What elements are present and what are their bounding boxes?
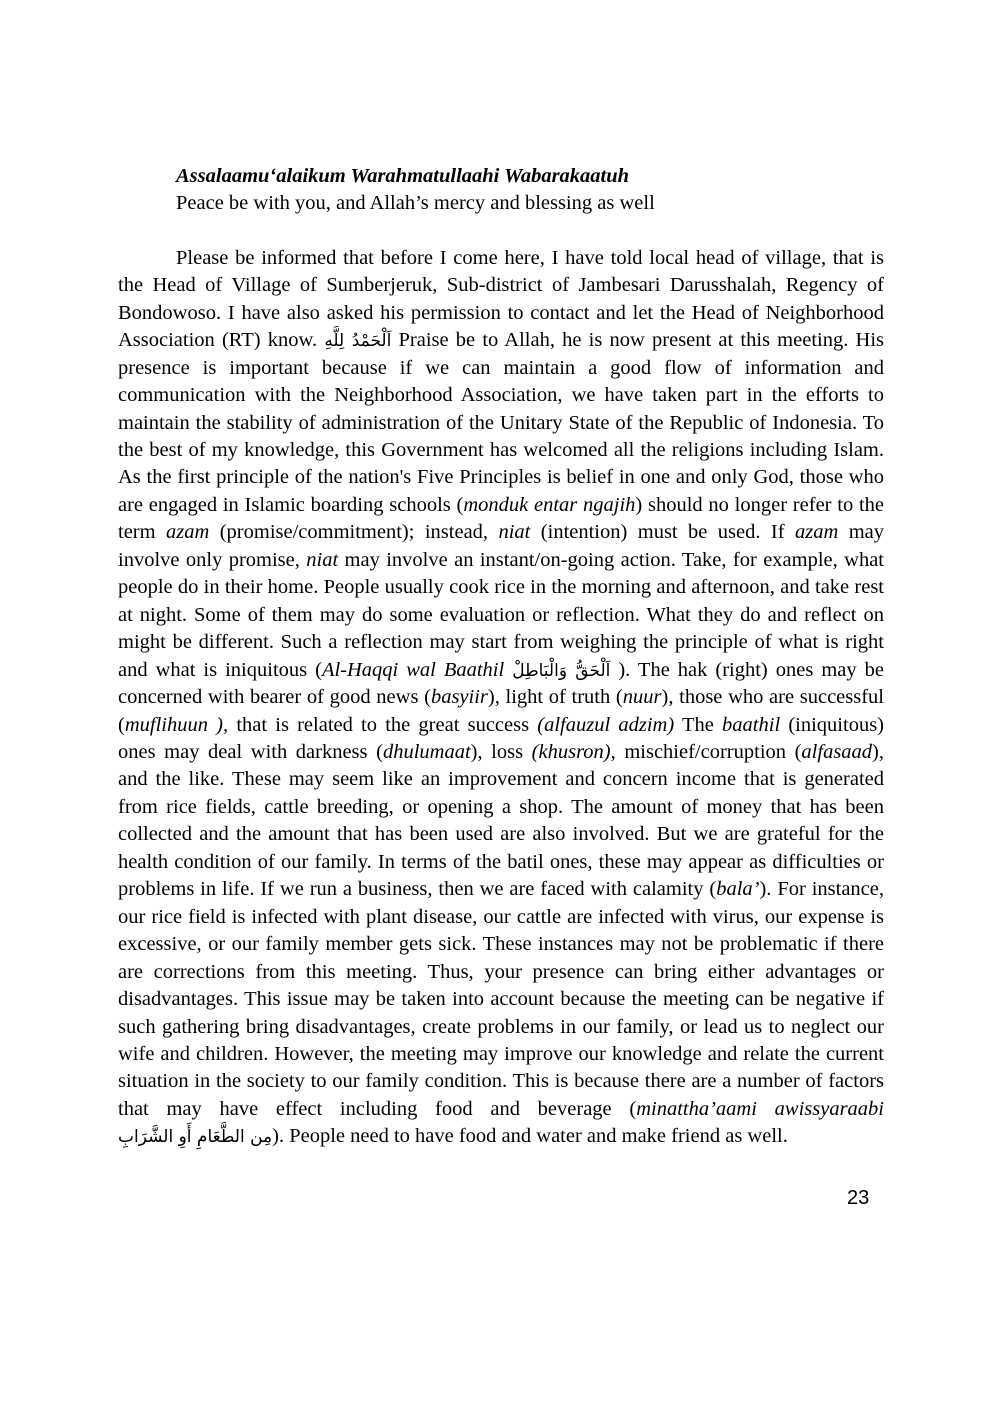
text-run: ). People need to have food and water and make friend as well. [272,1125,788,1148]
arabic-phrase: اَلْحَقُّ وَالْبَاطِلْ [512,660,611,681]
greeting-heading: Assalaamu‘alaikum Warahmatullaahi Wabarakaatuh [176,165,630,187]
body-paragraph [118,245,884,1151]
italic-term: basyiir [430,686,488,709]
page-number: 23 [847,1187,870,1209]
italic-term: monduk entar ngajih [463,493,636,516]
italic-term: muflihuun ), [124,713,229,736]
text-run: (promise/commitment); instead, [209,521,499,544]
italic-term: Al-Haqqi wal Baathil [321,658,505,681]
text-run: , mischief/corruption ( [610,740,802,763]
text-run: (iniquitous) ones may deal with darkness ( [118,713,884,763]
greeting-subheading: Peace be with you, and Allah’s mercy and blessing as well [176,192,655,215]
text-run: ). For instance, our rice field is infected with plant disease, our cattle are infected with virus, our expense is excessive, or our family member gets sick. These instances may not be problematic if there are corrections from this meeting. Thus, your presence can bring either advantages or disadvantages. This issue may be taken into account because the meeting can be negative if such gathering bring disadvantages, create problems in our family, or lead us to neglect our wife and children. However, the meeting may improve our knowledge and relate the current situation in the society to our family condition. This is because there are a number of factors that may have effect including food and beverage ( [118,878,884,1120]
text-run: ). The hak (right) ones may be concerned with bearer of good news ( [118,658,884,709]
italic-term: (alfauzul adzim) [537,713,675,736]
arabic-phrase: مِن الطَّعَامِ أَوِ الشَّرَابِ [118,1127,273,1148]
text-run: (intention) must be used. If [530,521,795,544]
italic-term: azam [795,521,839,544]
italic-term: azam [166,521,210,544]
italic-term: minattha’aami awissyaraabi [636,1097,884,1120]
text-run: ), loss [470,740,532,763]
italic-term: dhulumaat [382,740,471,763]
italic-term: alfasaad [801,740,873,763]
text-run: ), those who are successful ( [118,686,884,736]
text-run: may involve only promise, [118,521,885,571]
italic-term: bala’ [716,878,760,901]
text-run: ) should no longer refer to the term [118,493,884,544]
italic-term: baathil [722,713,781,736]
text-run [504,659,512,681]
italic-term: niat [306,548,339,571]
text-run: ), and the like. These may seem like an improvement and concern income that is generated from rice fields, cattle breeding, or opening a shop. The amount of money that has been collected and the amount that has been used are also involved. But we are grateful for the health condition of our family. In terms of the batil ones, these may appear as difficulties or problems in life. If we run a business, then we are faced with calamity ( [118,740,884,901]
text-run: Praise be to Allah, he is now present at this meeting. His presence is important because if we can maintain a good flow of information and communication with the Neighborhood Association, we have taken part in the efforts to maintain the stability of administration of the Unitary State of the Republic of Indonesia. To the best of my knowledge, this Government has welcomed all the religions including Islam. As the first principle of the nation's Five Principles is belief in one and only God, those who are engaged in Islamic boarding schools ( [118,329,884,516]
italic-term: (khusron) [531,740,611,763]
italic-term: nuur [622,686,662,709]
text-run: may involve an instant/on-going action. Take, for example, what people do in their home. People usually cook rice in the morning and afternoon, and take rest at night. Some of them may do some evaluation or reflection. What they do and reflect on might be different. Such a reflection may start from weighing the principle of what is right and what is iniquitous ( [118,548,884,681]
italic-term: niat [498,521,531,544]
text-block [118,163,884,1151]
arabic-phrase: اَلْحَمْدُ لِلَّهِ [324,331,392,352]
text-run: The [674,713,723,736]
text-run: Please be informed that before I come here, I have told local head of village, that is the Head of Village of Sumberjeruk, Sub-district of Jambesari Darusshalah, Regency of Bondowoso. I have also asked his permission to contact and let the Head of Neighborhood Association (RT) know. [118,246,884,352]
text-run: that is related to the great success [228,713,538,736]
text-run: ), light of truth ( [487,686,623,709]
